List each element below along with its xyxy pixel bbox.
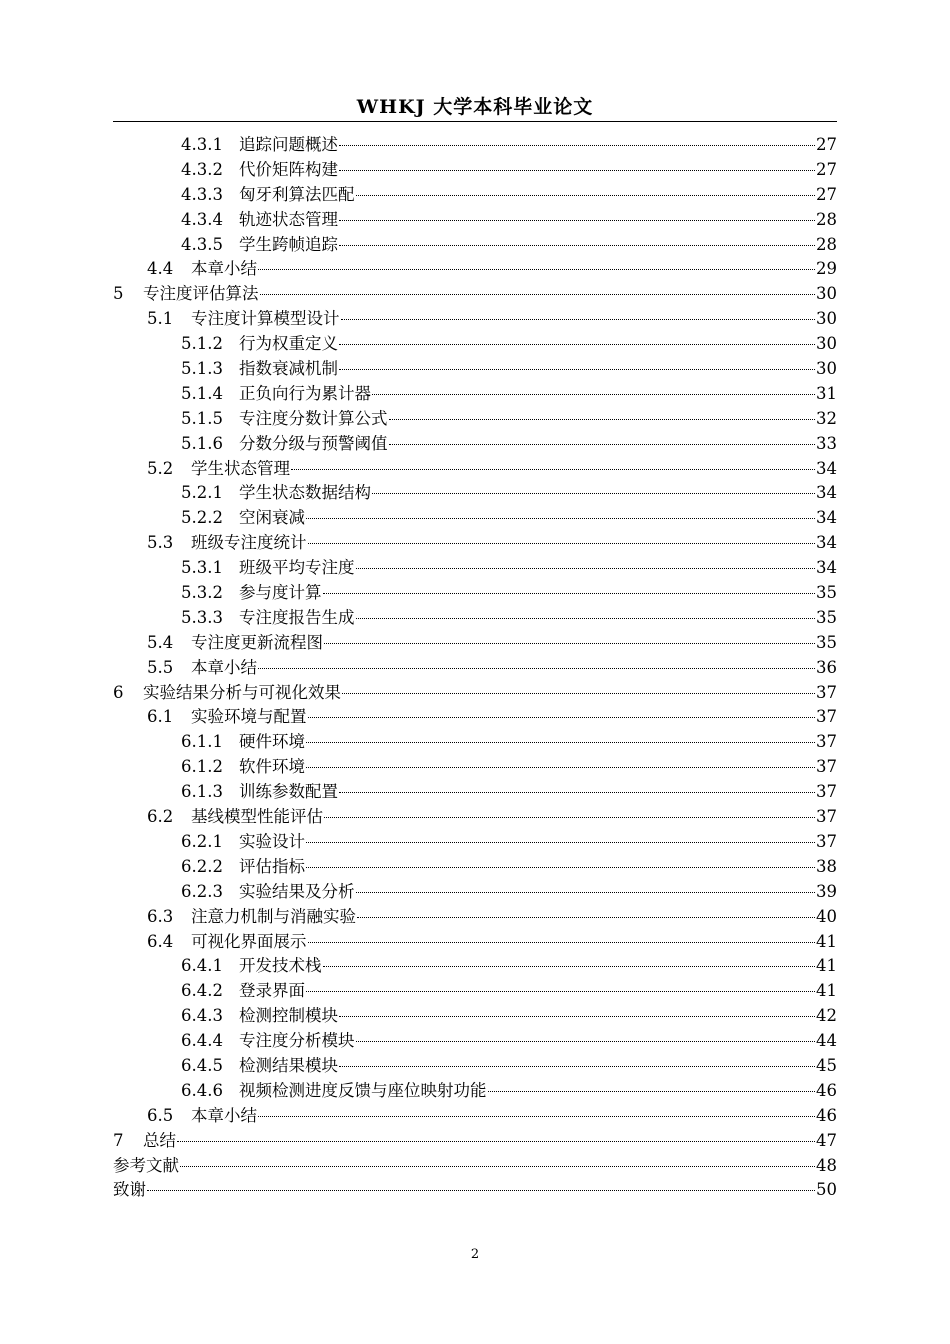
toc-leader-dots bbox=[356, 195, 816, 196]
toc-entry-page: 32 bbox=[816, 408, 837, 428]
toc-entry[interactable] bbox=[113, 407, 837, 432]
toc-entry-page: 38 bbox=[816, 856, 837, 876]
toc-entry-number: 6.4.1 bbox=[181, 956, 223, 976]
toc-entry-page: 41 bbox=[816, 956, 837, 976]
toc-entry-title: 指数衰减机制 bbox=[239, 359, 338, 379]
toc-entry[interactable] bbox=[113, 208, 837, 233]
toc-leader-dots bbox=[339, 145, 815, 146]
toc-entry-number: 5.4 bbox=[147, 632, 174, 652]
toc-entry[interactable] bbox=[113, 681, 837, 706]
toc-entry-number: 5.2.2 bbox=[181, 508, 223, 528]
toc-entry-page: 28 bbox=[816, 234, 837, 254]
toc-entry-number: 6.5 bbox=[147, 1105, 174, 1125]
toc-entry-title: 本章小结 bbox=[191, 657, 257, 677]
toc-entry-number: 6.1.3 bbox=[181, 782, 223, 802]
toc-entry-title: 软件环境 bbox=[239, 757, 305, 777]
toc-entry-page: 41 bbox=[816, 981, 837, 1001]
toc-leader-dots bbox=[356, 568, 816, 569]
toc-entry-title: 登录界面 bbox=[239, 981, 305, 1001]
toc-entry[interactable] bbox=[113, 855, 837, 880]
toc-entry-page: 37 bbox=[816, 682, 837, 702]
toc-leader-dots bbox=[324, 817, 815, 818]
toc-entry-page: 30 bbox=[816, 334, 837, 354]
toc-entry-number: 5.1.6 bbox=[181, 433, 223, 453]
toc-entry[interactable] bbox=[113, 730, 837, 755]
toc-entry-number: 4.3.3 bbox=[181, 184, 223, 204]
toc-entry-page: 45 bbox=[816, 1055, 837, 1075]
toc-entry-title: 学生跨帧追踪 bbox=[239, 234, 338, 254]
toc-entry-title: 硬件环境 bbox=[239, 732, 305, 752]
toc-entry-number: 6.2.3 bbox=[181, 881, 223, 901]
toc-entry-title: 匈牙利算法匹配 bbox=[239, 184, 355, 204]
toc-entry-number: 6 bbox=[113, 682, 124, 702]
toc-leader-dots bbox=[339, 170, 815, 171]
toc-entry-title: 专注度更新流程图 bbox=[191, 632, 323, 652]
toc-entry[interactable] bbox=[113, 1178, 837, 1203]
toc-leader-dots bbox=[339, 1066, 815, 1067]
toc-entry-page: 44 bbox=[816, 1031, 837, 1051]
page-number: 2 bbox=[470, 1247, 480, 1262]
toc-entry[interactable] bbox=[113, 631, 837, 656]
toc-entry-page: 30 bbox=[816, 359, 837, 379]
toc-leader-dots bbox=[258, 1116, 815, 1117]
toc-entry-page: 31 bbox=[816, 383, 837, 403]
toc-entry[interactable] bbox=[113, 830, 837, 855]
toc-entry-number: 6.2 bbox=[147, 807, 174, 827]
toc-entry-number: 7 bbox=[113, 1130, 124, 1150]
toc-entry-number: 5.3.3 bbox=[181, 607, 223, 627]
toc-leader-dots bbox=[323, 966, 816, 967]
toc-entry-title: 行为权重定义 bbox=[239, 334, 338, 354]
toc-entry-page: 29 bbox=[816, 259, 837, 279]
toc-entry[interactable] bbox=[113, 233, 837, 258]
toc-entry-number: 5 bbox=[113, 284, 124, 304]
toc-entry-page: 33 bbox=[816, 433, 837, 453]
toc-entry[interactable] bbox=[113, 905, 837, 930]
toc-entry-title: 开发技术栈 bbox=[239, 956, 322, 976]
toc-entry[interactable] bbox=[113, 1054, 837, 1079]
toc-entry[interactable] bbox=[113, 705, 837, 730]
toc-leader-dots bbox=[372, 493, 815, 494]
table-of-contents bbox=[113, 133, 837, 1203]
toc-entry-number: 6.4.4 bbox=[181, 1031, 223, 1051]
toc-entry-title: 学生状态数据结构 bbox=[239, 483, 371, 503]
toc-entry-page: 34 bbox=[816, 508, 837, 528]
toc-entry-title: 本章小结 bbox=[191, 259, 257, 279]
toc-leader-dots bbox=[339, 344, 815, 345]
toc-entry-title: 检测控制模块 bbox=[239, 1006, 338, 1026]
toc-entry-number: 6.4.5 bbox=[181, 1055, 223, 1075]
toc-entry-page: 35 bbox=[816, 607, 837, 627]
toc-entry-title: 参与度计算 bbox=[239, 583, 322, 603]
toc-leader-dots bbox=[306, 867, 815, 868]
toc-leader-dots bbox=[306, 767, 815, 768]
toc-entry[interactable] bbox=[113, 780, 837, 805]
toc-entry[interactable] bbox=[113, 158, 837, 183]
toc-entry-page: 37 bbox=[816, 831, 837, 851]
toc-entry-page: 41 bbox=[816, 931, 837, 951]
toc-entry[interactable] bbox=[113, 332, 837, 357]
toc-entry-title: 空闲衰减 bbox=[239, 508, 305, 528]
toc-entry-page: 39 bbox=[816, 881, 837, 901]
toc-entry[interactable] bbox=[113, 1104, 837, 1129]
toc-leader-dots bbox=[339, 1016, 815, 1017]
toc-entry-number: 5.1.5 bbox=[181, 408, 223, 428]
toc-entry-page: 42 bbox=[816, 1006, 837, 1026]
toc-entry[interactable] bbox=[113, 382, 837, 407]
toc-leader-dots bbox=[258, 269, 815, 270]
toc-entry[interactable] bbox=[113, 755, 837, 780]
toc-entry-title: 评估指标 bbox=[239, 856, 305, 876]
toc-entry-title: 可视化界面展示 bbox=[191, 931, 307, 951]
toc-leader-dots bbox=[323, 593, 816, 594]
toc-leader-dots bbox=[356, 892, 816, 893]
toc-entry-number: 6.4.2 bbox=[181, 981, 223, 1001]
toc-entry[interactable] bbox=[113, 1154, 837, 1179]
toc-entry[interactable] bbox=[113, 307, 837, 332]
toc-entry[interactable] bbox=[113, 1129, 837, 1154]
toc-entry-number: 6.2.2 bbox=[181, 856, 223, 876]
toc-entry-page: 27 bbox=[816, 135, 837, 154]
toc-entry-page: 34 bbox=[816, 483, 837, 503]
toc-leader-dots bbox=[147, 1190, 815, 1191]
toc-entry-page: 35 bbox=[816, 583, 837, 603]
toc-entry-page: 27 bbox=[816, 184, 837, 204]
toc-leader-dots bbox=[306, 842, 815, 843]
toc-entry[interactable] bbox=[113, 1004, 837, 1029]
toc-entry-page: 50 bbox=[816, 1180, 837, 1200]
toc-entry-page: 30 bbox=[816, 309, 837, 329]
toc-entry-title: 追踪问题概述 bbox=[239, 135, 338, 154]
toc-entry[interactable] bbox=[113, 656, 837, 681]
toc-entry-page: 36 bbox=[816, 657, 837, 677]
toc-entry-number: 5.5 bbox=[147, 657, 174, 677]
toc-entry-number: 6.4 bbox=[147, 931, 174, 951]
toc-entry-number: 5.1.2 bbox=[181, 334, 223, 354]
toc-entry-number: 5.2.1 bbox=[181, 483, 223, 503]
toc-entry[interactable] bbox=[113, 1029, 837, 1054]
toc-entry-title: 专注度分数计算公式 bbox=[239, 408, 388, 428]
toc-leader-dots bbox=[339, 792, 815, 793]
toc-entry-title: 实验环境与配置 bbox=[191, 707, 307, 727]
toc-entry-number: 4.3.1 bbox=[181, 135, 223, 154]
toc-leader-dots bbox=[342, 693, 815, 694]
toc-entry-page: 48 bbox=[816, 1155, 837, 1175]
toc-entry-number: 6.3 bbox=[147, 906, 174, 926]
toc-entry-title: 视频检测进度反馈与座位映射功能 bbox=[239, 1080, 487, 1100]
toc-leader-dots bbox=[308, 543, 816, 544]
toc-entry[interactable] bbox=[113, 954, 837, 979]
toc-entry[interactable] bbox=[113, 581, 837, 606]
toc-entry-title: 轨迹状态管理 bbox=[239, 209, 338, 229]
toc-entry-title: 学生状态管理 bbox=[191, 458, 290, 478]
toc-leader-dots bbox=[260, 294, 816, 295]
toc-leader-dots bbox=[306, 742, 815, 743]
toc-entry-page: 34 bbox=[816, 458, 837, 478]
toc-entry-page: 37 bbox=[816, 707, 837, 727]
toc-entry[interactable] bbox=[113, 133, 837, 158]
toc-entry-title: 实验结果分析与可视化效果 bbox=[143, 682, 341, 702]
toc-leader-dots bbox=[180, 1166, 815, 1167]
toc-entry-number: 6.1.2 bbox=[181, 757, 223, 777]
toc-entry[interactable] bbox=[113, 282, 837, 307]
toc-entry-page: 37 bbox=[816, 782, 837, 802]
toc-entry-page: 37 bbox=[816, 807, 837, 827]
toc-entry-number: 4.3.5 bbox=[181, 234, 223, 254]
toc-leader-dots bbox=[339, 369, 815, 370]
toc-entry-number: 6.1.1 bbox=[181, 732, 223, 752]
toc-entry-title: 参考文献 bbox=[113, 1155, 179, 1175]
toc-entry[interactable] bbox=[113, 531, 837, 556]
toc-entry-title: 实验结果及分析 bbox=[239, 881, 355, 901]
toc-leader-dots bbox=[356, 1041, 816, 1042]
toc-leader-dots bbox=[306, 518, 815, 519]
toc-entry-title: 专注度报告生成 bbox=[239, 607, 355, 627]
toc-entry-page: 34 bbox=[816, 533, 837, 553]
toc-entry-title: 专注度评估算法 bbox=[143, 284, 259, 304]
toc-entry[interactable] bbox=[113, 556, 837, 581]
toc-entry-page: 37 bbox=[816, 732, 837, 752]
toc-entry-number: 6.4.3 bbox=[181, 1006, 223, 1026]
toc-entry-title: 专注度计算模型设计 bbox=[191, 309, 340, 329]
toc-entry[interactable] bbox=[113, 805, 837, 830]
toc-entry-title: 训练参数配置 bbox=[239, 782, 338, 802]
toc-entry[interactable] bbox=[113, 930, 837, 955]
toc-entry-number: 4.3.4 bbox=[181, 209, 223, 229]
toc-entry-title: 基线模型性能评估 bbox=[191, 807, 323, 827]
toc-entry[interactable] bbox=[113, 606, 837, 631]
toc-entry-number: 4.3.2 bbox=[181, 159, 223, 179]
toc-entry-page: 46 bbox=[816, 1080, 837, 1100]
header-divider bbox=[113, 121, 837, 122]
toc-leader-dots bbox=[341, 319, 816, 320]
toc-entry-number: 5.1.3 bbox=[181, 359, 223, 379]
toc-entry-number: 6.4.6 bbox=[181, 1080, 223, 1100]
toc-entry-title: 班级平均专注度 bbox=[239, 558, 355, 578]
toc-leader-dots bbox=[177, 1141, 815, 1142]
toc-entry-title: 正负向行为累计器 bbox=[239, 383, 371, 403]
toc-entry-title: 总结 bbox=[143, 1130, 176, 1150]
toc-leader-dots bbox=[389, 419, 816, 420]
toc-entry-title: 班级专注度统计 bbox=[191, 533, 307, 553]
toc-entry-page: 40 bbox=[816, 906, 837, 926]
toc-entry-number: 5.3.2 bbox=[181, 583, 223, 603]
toc-leader-dots bbox=[258, 668, 815, 669]
toc-entry-page: 46 bbox=[816, 1105, 837, 1125]
toc-entry-page: 27 bbox=[816, 159, 837, 179]
toc-entry-title: 实验设计 bbox=[239, 831, 305, 851]
toc-entry-title: 代价矩阵构建 bbox=[239, 159, 338, 179]
toc-entry-page: 34 bbox=[816, 558, 837, 578]
toc-entry-page: 47 bbox=[816, 1130, 837, 1150]
toc-entry-title: 检测结果模块 bbox=[239, 1055, 338, 1075]
toc-leader-dots bbox=[339, 220, 815, 221]
toc-leader-dots bbox=[324, 643, 815, 644]
toc-entry-number: 5.2 bbox=[147, 458, 174, 478]
toc-leader-dots bbox=[306, 991, 815, 992]
toc-entry-page: 28 bbox=[816, 209, 837, 229]
toc-entry[interactable] bbox=[113, 880, 837, 905]
toc-entry[interactable] bbox=[113, 1079, 837, 1104]
toc-entry-number: 6.2.1 bbox=[181, 831, 223, 851]
toc-entry[interactable] bbox=[113, 357, 837, 382]
toc-leader-dots bbox=[308, 717, 816, 718]
toc-entry-title: 致谢 bbox=[113, 1180, 146, 1200]
toc-entry-number: 5.3 bbox=[147, 533, 174, 553]
toc-entry-number: 5.3.1 bbox=[181, 558, 223, 578]
toc-leader-dots bbox=[291, 469, 815, 470]
toc-entry[interactable] bbox=[113, 506, 837, 531]
page-header-title: WHKJ 大学本科毕业论文 bbox=[356, 96, 594, 118]
toc-leader-dots bbox=[357, 917, 815, 918]
toc-leader-dots bbox=[488, 1091, 816, 1092]
toc-entry-title: 专注度分析模块 bbox=[239, 1031, 355, 1051]
toc-entry[interactable] bbox=[113, 432, 837, 457]
toc-entry[interactable] bbox=[113, 257, 837, 282]
toc-leader-dots bbox=[372, 394, 815, 395]
toc-entry-number: 6.1 bbox=[147, 707, 174, 727]
toc-entry[interactable] bbox=[113, 183, 837, 208]
toc-entry-number: 4.4 bbox=[147, 259, 174, 279]
toc-entry-number: 5.1.4 bbox=[181, 383, 223, 403]
toc-entry-page: 30 bbox=[816, 284, 837, 304]
toc-entry[interactable] bbox=[113, 481, 837, 506]
toc-entry-title: 本章小结 bbox=[191, 1105, 257, 1125]
toc-entry-number: 5.1 bbox=[147, 309, 174, 329]
toc-entry[interactable] bbox=[113, 457, 837, 482]
toc-entry-title: 分数分级与预警阈值 bbox=[239, 433, 388, 453]
toc-leader-dots bbox=[389, 444, 816, 445]
toc-leader-dots bbox=[339, 245, 815, 246]
toc-leader-dots bbox=[308, 942, 816, 943]
toc-entry-title: 注意力机制与消融实验 bbox=[191, 906, 356, 926]
toc-entry[interactable] bbox=[113, 979, 837, 1004]
toc-leader-dots bbox=[356, 618, 816, 619]
toc-entry-page: 37 bbox=[816, 757, 837, 777]
toc-entry-page: 35 bbox=[816, 632, 837, 652]
